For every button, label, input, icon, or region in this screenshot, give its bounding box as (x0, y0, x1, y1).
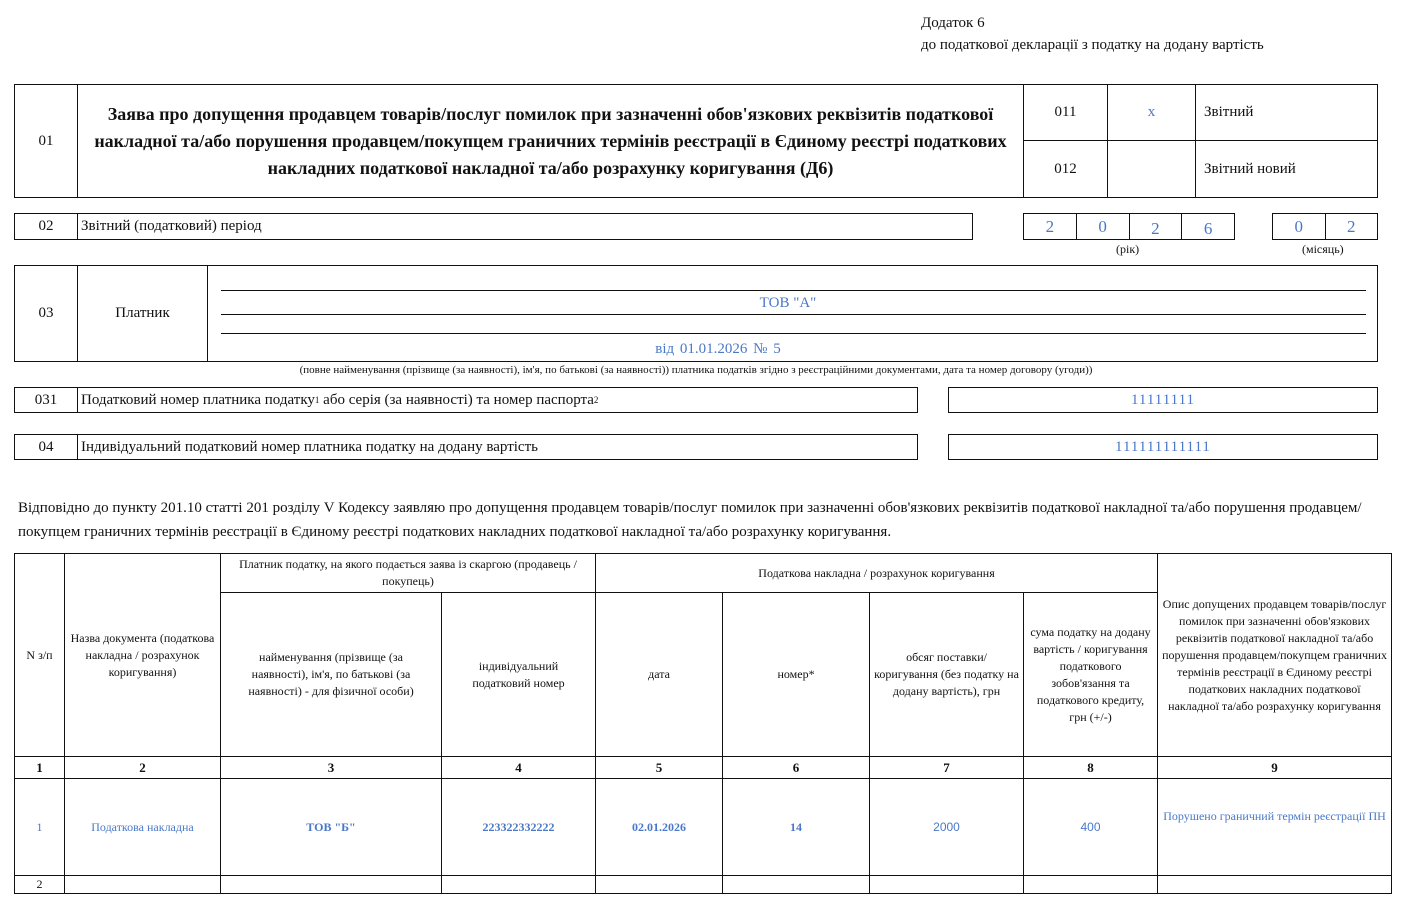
column-number: 1 (15, 757, 65, 779)
header-num: N з/п (15, 554, 65, 757)
section-04-code: 04 (15, 435, 78, 459)
appendix-note (921, 12, 1264, 56)
cell-doc-name[interactable]: Податкова накладна (65, 779, 221, 876)
year-digit[interactable]: 0 (1077, 214, 1130, 239)
section-02 (14, 213, 973, 240)
option-checkbox-012[interactable] (1108, 141, 1196, 197)
period-label: Звітний (податковий) період (81, 218, 262, 234)
cell-date[interactable]: 02.01.2026 (596, 779, 723, 876)
column-number: 7 (870, 757, 1024, 779)
cell-volume[interactable] (870, 876, 1024, 894)
option-label: Звітний (1204, 104, 1254, 120)
month-digit[interactable]: 0 (1273, 214, 1326, 239)
year-digit[interactable]: 2 (1130, 214, 1183, 239)
appendix-subtitle: до податкової декларації з податку на додану вартість (921, 37, 1264, 53)
cell-description[interactable] (1158, 876, 1392, 894)
divider-line (221, 333, 1366, 334)
payer-hint: (повне найменування (прізвище (за наявності), ім'я, по батькові (за наявності)) платника податків згідно з реєстраційними документами, дата та номер договору (угоди)) (299, 364, 1093, 376)
column-number-row (15, 757, 1392, 779)
cell-date[interactable] (596, 876, 723, 894)
tax-number-label (81, 388, 598, 412)
cell-vat[interactable]: 400 (1024, 779, 1158, 876)
year-field[interactable] (1023, 213, 1235, 240)
header-number: номер* (723, 593, 870, 757)
column-number: 5 (596, 757, 723, 779)
month-caption: (місяць) (1302, 242, 1344, 256)
cell-cp-name[interactable]: ТОВ "Б" (221, 779, 442, 876)
appendix-title: Додаток 6 (921, 15, 985, 31)
section-03 (14, 265, 1378, 362)
cell-num[interactable]: 2 (15, 876, 65, 894)
label-text: або серія (за наявності) та номер паспорта (319, 391, 594, 408)
section-031-code: 031 (15, 388, 78, 412)
table-row (15, 779, 1392, 876)
footnote-2: 2 (593, 395, 599, 405)
cell-cp-ipn[interactable] (442, 876, 596, 894)
section-01 (14, 84, 1378, 198)
table-row (15, 876, 1392, 894)
cell-cp-ipn[interactable]: 223322332222 (442, 779, 596, 876)
divider-line (221, 290, 1366, 291)
column-number: 8 (1024, 757, 1158, 779)
column-number: 9 (1158, 757, 1392, 779)
ipn-label: Індивідуальний податковий номер платника податку на додану вартість (81, 438, 538, 455)
cell-doc-name[interactable] (65, 876, 221, 894)
column-number: 3 (221, 757, 442, 779)
ipn-field[interactable]: 111111111111 (948, 434, 1378, 460)
payer-name-field[interactable]: ТОВ "А" (759, 294, 817, 311)
cell-cp-name[interactable] (221, 876, 442, 894)
column-number: 2 (65, 757, 221, 779)
form-title: Заява про допущення продавцем товарів/послуг помилок при зазначенні обов'язкових реквізитів податкової накладної та/або порушення продавцем/покупцем граничних термінів реєстрації в Єдиному реєстрі податкових накладних податкової накладної та/або розрахунку коригування (Д6) (78, 85, 1024, 197)
header-description: Опис допущених продавцем товарів/послуг помилок при зазначенні обов'язкових реквізитів податкової накладної та/або порушення продавцем/покупцем граничних термінів реєстрації в Єдиному реєстрі податкових накладних податкової накладної та/або розрахунку коригування (1158, 554, 1392, 757)
header-counterparty-group: Платник податку, на якого подається заява із скаргою (продавець / покупець) (221, 554, 596, 593)
section-02-code: 02 (15, 214, 78, 239)
header-cp-ipn: індивідуальний податковий номер (442, 593, 596, 757)
option-code: 012 (1024, 141, 1108, 197)
footnote-1: 1 (314, 395, 320, 405)
claims-table (14, 553, 1392, 894)
tax-number-field[interactable]: 11111111 (948, 387, 1378, 413)
option-label: Звітний новий (1204, 160, 1296, 177)
year-caption: (рік) (1116, 242, 1140, 256)
option-row-011 (1024, 85, 1377, 141)
cell-volume[interactable]: 2000 (870, 779, 1024, 876)
option-code: 011 (1024, 85, 1108, 140)
cell-description[interactable]: Порушено граничний термін реєстрації ПН (1158, 779, 1392, 876)
statement-text: Відповідно до пункту 201.10 статті 201 розділу V Кодексу заявляю про допущення продавцем товарів/послуг помилок при зазначенні обов'язкових реквізитів податкової накладної та/або порушення продавцем/покупцем граничних термінів реєстрації в Єдиному реєстрі податкових накладних податкової накладної та/або розрахунку коригування. (18, 500, 1362, 540)
column-number: 6 (723, 757, 870, 779)
cell-number[interactable]: 14 (723, 779, 870, 876)
table-header-row (15, 554, 1392, 593)
year-digit[interactable]: 6 (1203, 218, 1213, 238)
cell-num[interactable]: 1 (15, 779, 65, 876)
label-text: Податковий номер платника податку (81, 391, 315, 408)
section-01-code: 01 (15, 85, 78, 197)
section-031 (14, 387, 918, 413)
header-invoice-group: Податкова накладна / розрахунок коригування (596, 554, 1158, 593)
header-vat: сума податку на додану вартість / коригування податкового зобов'язання та податкового кредиту, грн (+/-) (1024, 593, 1158, 757)
header-cp-name: найменування (прізвище (за наявності), ім'я, по батькові (за наявності) - для фізичної особи) (221, 593, 442, 757)
option-row-012 (1024, 141, 1377, 197)
header-date: дата (596, 593, 723, 757)
section-04 (14, 434, 918, 460)
option-checkbox-011[interactable]: x (1108, 85, 1196, 140)
column-number: 4 (442, 757, 596, 779)
cell-vat[interactable] (1024, 876, 1158, 894)
month-digit[interactable]: 2 (1347, 216, 1356, 236)
header-doc-name: Назва документа (податкова накладна / розрахунок коригування) (65, 554, 221, 757)
month-field[interactable] (1272, 213, 1378, 240)
cell-number[interactable] (723, 876, 870, 894)
contract-field[interactable]: від 01.01.2026 № 5 (655, 340, 781, 357)
payer-label: Платник (78, 266, 208, 361)
header-volume: обсяг поставки/ коригування (без податку на додану вартість), грн (870, 593, 1024, 757)
year-digit[interactable]: 2 (1024, 214, 1077, 239)
divider-line (221, 314, 1366, 315)
section-03-code: 03 (15, 266, 78, 361)
